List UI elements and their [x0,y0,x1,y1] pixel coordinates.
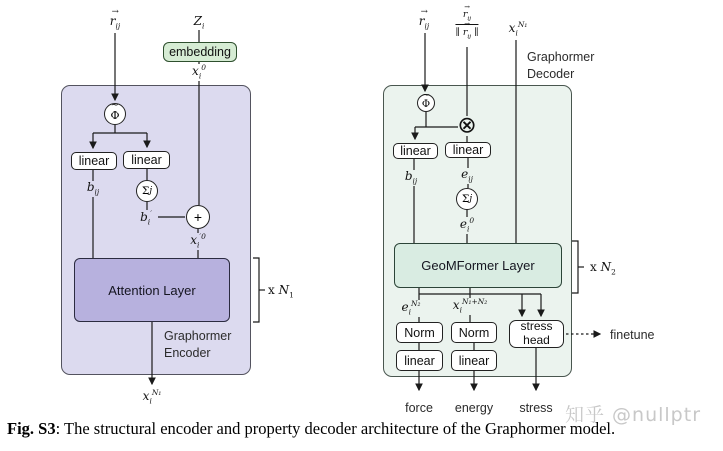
decoder-linear-left-box: linear [393,143,438,159]
encoder-x0-label: $x_i^0$ [189,64,209,81]
force-output-label: force [405,401,433,415]
caption-text: : The structural encoder and property decoder architecture of the Graphormer model. [55,419,616,438]
encoder-xprime0-label: $x_i^{'0}$ [187,233,209,250]
vector-arrow-icon: → [464,20,471,29]
encoder-output-label: $x_i^{N_1}$ [140,389,165,406]
decoder-xn1n2-label: $x_i^{N_1+N_2}$ [450,298,490,315]
tilde-accent: ~ [110,100,120,111]
sum-circle-decoder: Σ j [456,188,478,210]
encoder-linear-right-box: linear [123,151,170,169]
figure-caption [7,419,721,439]
decoder-rnorm-label [455,2,479,40]
sum-circle-encoder: Σ j [136,180,158,202]
decoder-e0-label: $e_i^0$ [457,217,477,234]
phi-circle-decoder: ~ Φ [417,94,435,112]
decoder-eij-label: $e_{ij}$ [458,168,476,184]
finetune-label: finetune [610,328,655,342]
attention-layer-label: Attention Layer [108,282,196,298]
tilde-accent: ~ [421,90,431,101]
plus-circle [186,205,210,229]
decoder-linear-right-box: linear [445,142,491,158]
encoder-panel-title: Graphormer Encoder [164,329,232,360]
decoder-rij-label: → $r_{ij}$ [418,7,430,31]
geomformer-layer-label: GeoMFormer Layer [421,258,535,273]
energy-output-label: energy [454,401,494,415]
output-linear-left-box: linear [396,350,443,371]
embedding-box [163,42,237,62]
decoder-bij-label: $b_{ij}$ [402,170,420,186]
stress-head-box: stress head [509,320,564,348]
encoder-bij-label: $b_{ij}$ [84,181,102,197]
attention-layer-box [74,258,230,322]
norm-right-box: Norm [451,322,497,343]
vector-arrow-icon: → [464,2,471,11]
otimes-icon: ⊗ [457,112,477,139]
embedding-label: embedding [169,45,231,59]
decoder-repeat-label: x $N_2$ [590,260,616,277]
plus-icon: + [193,209,203,225]
encoder-z-label: $Z_i$ [193,14,205,31]
decoder-panel-title: Graphormer Decoder [527,50,595,81]
fraction-numerator: → $r_{ij}$ [462,2,472,22]
phi-circle-encoder: ~ Φ [104,103,126,125]
decoder-en2-label: $e_i^{N_2}$ [399,300,424,317]
fraction-denominator: ∥ → $r_{ij}$ ∥ [455,20,479,40]
encoder-linear-left-box: linear [71,152,117,170]
norm-left-box: Norm [396,322,443,343]
watermark: 知乎 @nullptr [565,404,702,426]
encoder-bprime-label: $b_i'$ [137,210,155,227]
vector-arrow-icon: → [111,7,119,18]
caption-prefix: Fig. S3 [7,419,56,438]
geomformer-layer-box [394,243,562,288]
encoder-rij-label: → $r_{ij}$ [109,7,121,31]
stress-output-label: stress [519,401,553,415]
encoder-repeat-label: x $N_1$ [268,283,294,300]
vector-arrow-icon: → [420,7,428,18]
output-linear-right-box: linear [451,350,497,371]
decoder-xn1-label: $x_i^{N_1}$ [508,20,528,38]
